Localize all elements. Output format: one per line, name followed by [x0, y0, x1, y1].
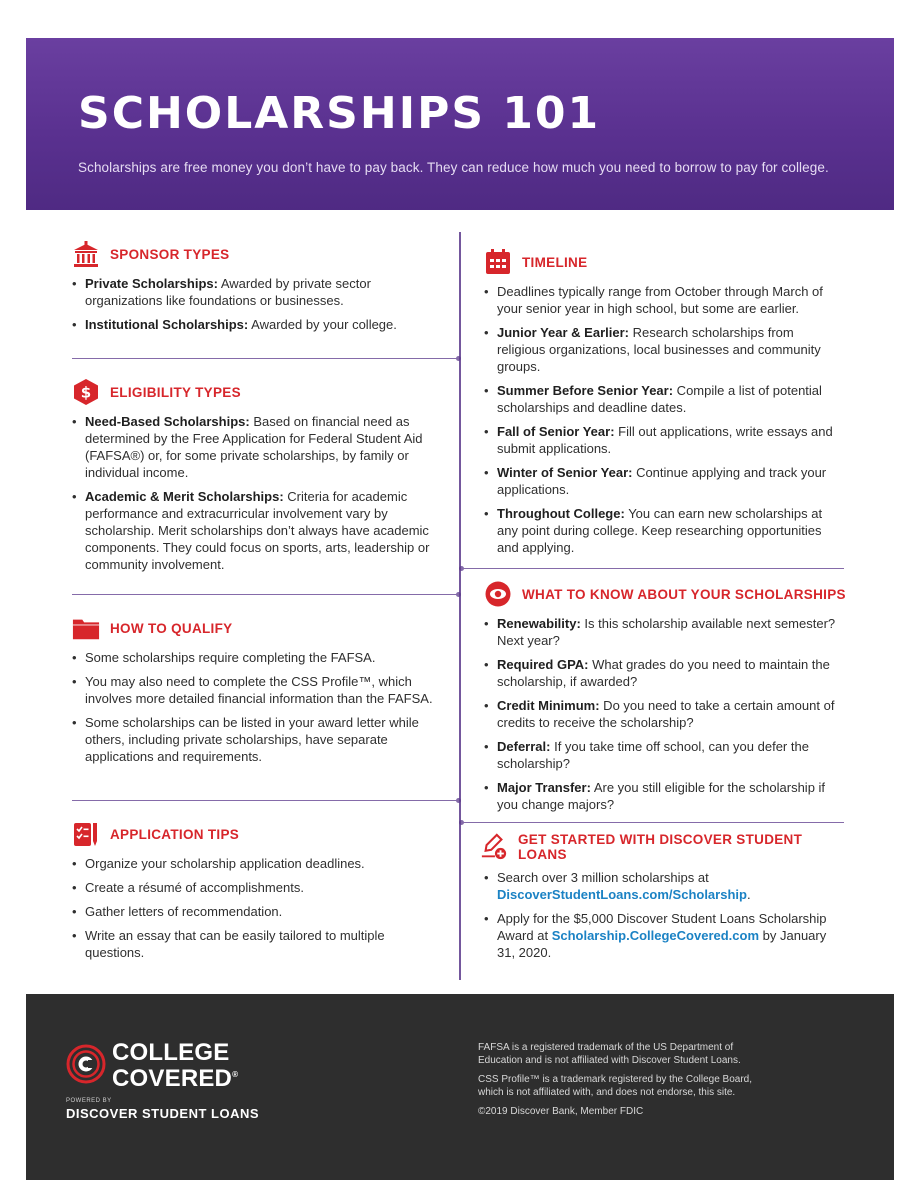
- list-item: • Need-Based Scholarships: Based on financial need as determined by the Free Application for Federal Student Aid (FAFSA®) or, for some private scholarships, by family or individual income.: [72, 413, 442, 481]
- list-item: • Deferral: If you take time off school, can you defer the scholarship?: [484, 738, 846, 772]
- how-to-qualify-heading: HOW TO QUALIFY: [110, 620, 233, 636]
- sponsor-types-heading: SPONSOR TYPES: [110, 246, 230, 262]
- list-item: • Create a résumé of accomplishments.: [72, 879, 442, 896]
- footer: [26, 994, 894, 1180]
- list-item: • Search over 3 million scholarships at DiscoverStudentLoans.com/Scholarship.: [484, 869, 846, 903]
- legal-text: ©2019 Discover Bank, Member FDIC: [478, 1106, 644, 1117]
- list-item: • Deadlines typically range from October through March of your senior year in high school, but some are earlier.: [484, 283, 844, 317]
- list-item: • Fall of Senior Year: Fill out applications, write essays and submit applications.: [484, 423, 844, 457]
- list-item: • Winter of Senior Year: Continue applying and track your applications.: [484, 464, 844, 498]
- checklist-icon: [72, 820, 100, 848]
- powered-by-label: POWERED BY: [66, 1098, 112, 1104]
- pen-add-icon: [480, 833, 508, 861]
- list-item: • Summer Before Senior Year: Compile a list of potential scholarships and deadline dates.: [484, 382, 844, 416]
- get-started-section: [480, 832, 846, 968]
- list-item: • Write an essay that can be easily tailored to multiple questions.: [72, 927, 442, 961]
- legal-text: FAFSA is a registered trademark of the US Department of Education and is not affiliated with Discover Student Loans.: [478, 1042, 741, 1066]
- list-item: • Junior Year & Earlier: Research scholarships from religious organizations, local businesses and community groups.: [484, 324, 844, 375]
- list-item: • Renewability: Is this scholarship available next semester? Next year?: [484, 615, 846, 649]
- timeline-heading: TIMELINE: [522, 254, 588, 270]
- header-banner: [26, 38, 894, 210]
- divider-right-2: [462, 822, 844, 823]
- divider-left-2: [72, 594, 458, 595]
- svg-text:$: $: [80, 383, 92, 402]
- application-tips-section: [72, 820, 442, 968]
- scholarship-search-link[interactable]: DiscoverStudentLoans.com/Scholarship: [497, 887, 747, 902]
- divider-left-3: [72, 800, 458, 801]
- divider-right-1: [462, 568, 844, 569]
- list-item: • Private Scholarships: Awarded by private sector organizations like foundations or businesses.: [72, 275, 442, 309]
- scholarship-award-link[interactable]: Scholarship.CollegeCovered.com: [551, 928, 760, 943]
- list-item: • Some scholarships require completing the FAFSA.: [72, 649, 442, 666]
- list-item: • Required GPA: What grades do you need to maintain the scholarship, if awarded?: [484, 656, 846, 690]
- what-to-know-section: [484, 580, 846, 820]
- legal-text: CSS Profile™ is a trademark registered by the College Board, which is not affiliated with, and does not endorse, this site.: [478, 1074, 753, 1098]
- list-item: • Institutional Scholarships: Awarded by your college.: [72, 316, 442, 333]
- list-item: • Academic & Merit Scholarships: Criteria for academic performance and extracurricular involvement vary by scholarship. Merit scholarships don’t always have academic components. They could focus on sports, arts, leadership or community involvement.: [72, 488, 442, 573]
- how-to-qualify-section: [72, 614, 442, 772]
- list-item: • Throughout College: You can earn new scholarships at any point during college. Keep researching opportunities and applying.: [484, 505, 844, 556]
- list-item: • Organize your scholarship application deadlines.: [72, 855, 442, 872]
- calendar-icon: [484, 248, 512, 276]
- dollar-shield-icon: [72, 378, 100, 406]
- brand-name: DISCOVER STUDENT LOANS: [66, 1106, 260, 1121]
- eye-target-icon: [484, 580, 512, 608]
- legal-disclaimer: [478, 1042, 778, 1126]
- sponsor-types-section: [72, 240, 442, 340]
- eligibility-types-heading: ELIGIBILITY TYPES: [110, 384, 241, 400]
- list-item: • Apply for the $5,000 Discover Student Loans Scholarship Award at Scholarship.CollegeCovered.com by January 31, 2020.: [484, 910, 846, 961]
- page-title: SCHOLARSHIPS 101: [78, 88, 601, 139]
- what-to-know-heading: WHAT TO KNOW ABOUT YOUR SCHOLARSHIPS: [522, 586, 846, 602]
- institution-icon: [72, 240, 100, 268]
- folder-icon: [72, 614, 100, 642]
- college-covered-logo: COLLEGE COVERED® POWERED BY DISCOVER STUDENT LOANS: [66, 1039, 260, 1121]
- eligibility-types-section: [72, 378, 442, 580]
- list-item: • Major Transfer: Are you still eligible for the scholarship if you change majors?: [484, 779, 846, 813]
- list-item: • Gather letters of recommendation.: [72, 903, 442, 920]
- application-tips-heading: APPLICATION TIPS: [110, 826, 240, 842]
- list-item: • Some scholarships can be listed in your award letter while others, including private scholarships, have separate applications and requirements.: [72, 714, 442, 765]
- divider-left-1: [72, 358, 458, 359]
- list-item: • Credit Minimum: Do you need to take a certain amount of credits to receive the scholarship?: [484, 697, 846, 731]
- get-started-heading: GET STARTED WITH DISCOVER STUDENT LOANS: [518, 832, 803, 862]
- timeline-section: [484, 248, 844, 563]
- center-divider: [459, 232, 461, 980]
- page-subtitle: Scholarships are free money you don’t have to pay back. They can reduce how much you need to borrow to pay for college.: [78, 160, 829, 175]
- list-item: • You may also need to complete the CSS Profile™, which involves more detailed financial information than the FAFSA.: [72, 673, 442, 707]
- logo-mark-icon: [66, 1044, 106, 1089]
